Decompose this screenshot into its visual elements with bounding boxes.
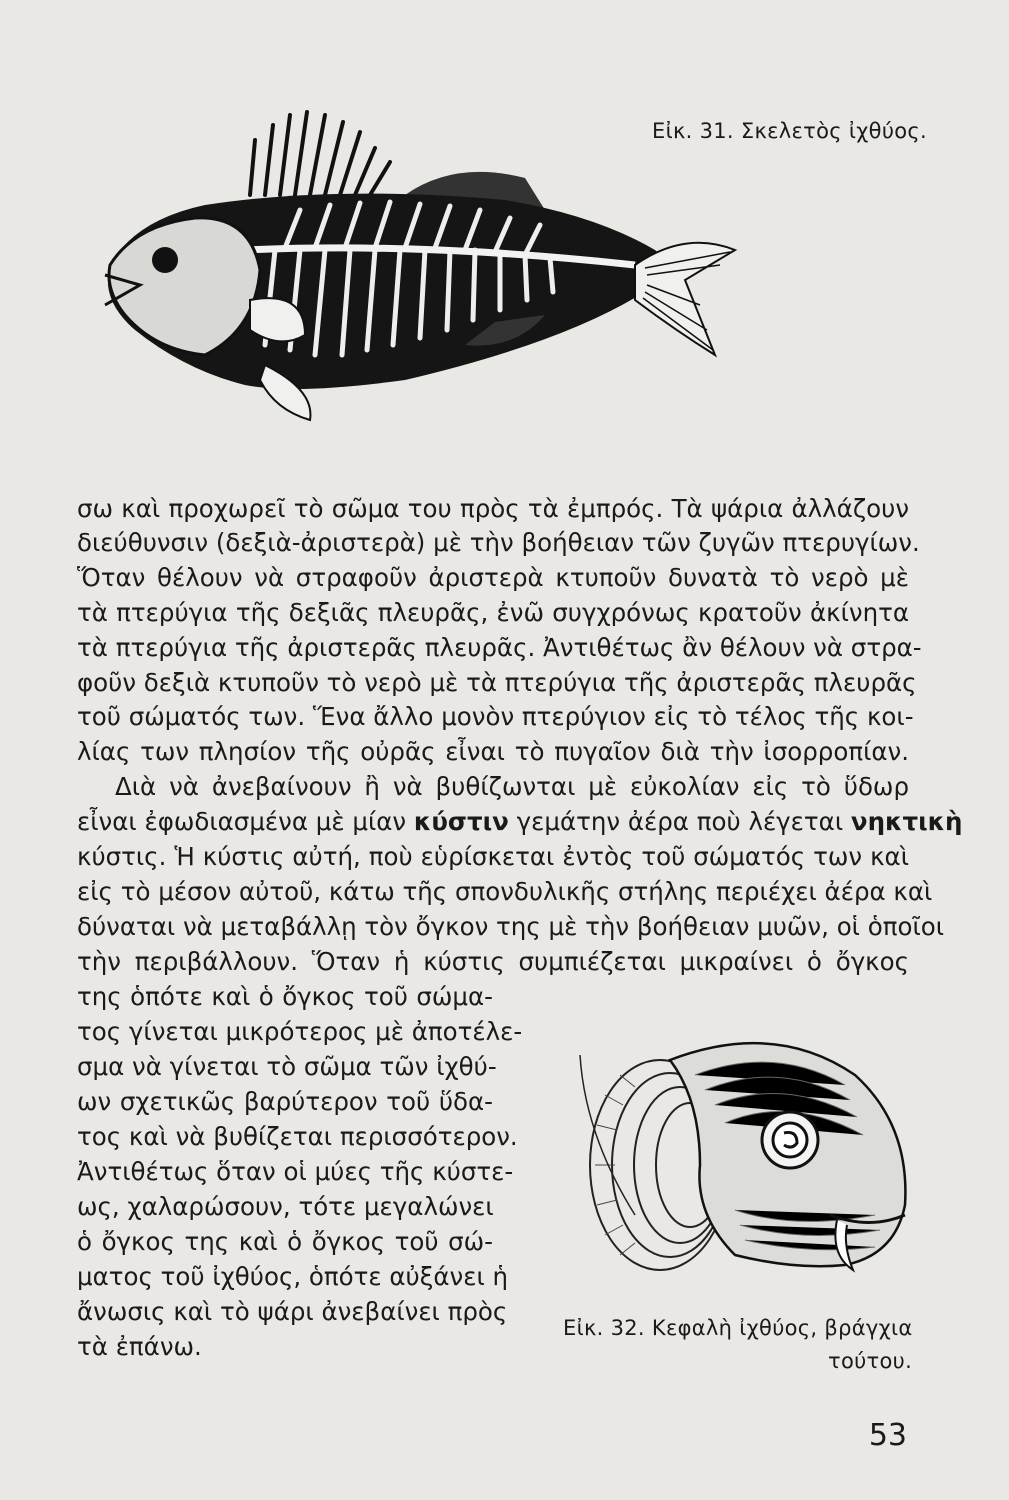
term-nyktiki: νηκτικὴ (850, 807, 963, 836)
text-line: λίας των πλησίον τῆς οὐρᾶς εἶναι τὸ πυγαῖον διὰ τὴν ἰσορροπίαν. (77, 737, 909, 766)
page-number: 53 (868, 1418, 907, 1453)
text-line: κύστις. Ἡ κύστις αὐτή, ποὺ εὑρίσκεται ἐντὸς τοῦ σώματός των καὶ (77, 842, 909, 871)
text-line: Διὰ νὰ ἀνεβαίνουν ἢ νὰ βυθίζωνται μὲ εὐκολίαν εἰς τὸ ὕδωρ (115, 772, 909, 801)
text-line: Ὅταν θέλουν νὰ στραφοῦν ἀριστερὰ κτυποῦν δυνατὰ τὸ νερὸ μὲ (77, 563, 909, 592)
fish-skeleton-illustration (75, 100, 755, 430)
text-line: σω καὶ προχωρεῖ τὸ σῶμα του πρὸς τὰ ἐμπρός. Τὰ ψάρια ἀλλάζουν (77, 494, 909, 523)
text-line: σμα νὰ γίνεται τὸ σῶμα τῶν ἰχθύ- (77, 1052, 497, 1081)
text-line: τοῦ σώματός των. Ἕνα ἄλλο μονὸν πτερύγιον εἰς τὸ τέλος τῆς κοι- (77, 702, 914, 731)
figure-31-caption: Εἰκ. 31. Σκελετὸς ἰχθύος. (652, 119, 928, 143)
text-line: ὁ ὄγκος της καὶ ὁ ὄγκος τοῦ σώ- (77, 1227, 493, 1256)
text-line: δύναται νὰ μεταβάλλῃ τὸν ὄγκον της μὲ τὴν βοήθειαν μυῶν, οἱ ὁποῖοι (77, 912, 945, 941)
text-line: τὰ ἐπάνω. (77, 1332, 202, 1361)
text-line: ως, χαλαρώσουν, τότε μεγαλώνει (77, 1192, 494, 1221)
text-line: τος καὶ νὰ βυθίζεται περισσότερον. (77, 1122, 518, 1151)
figure-32-caption-line-2: τούτου. (828, 1349, 913, 1373)
text-line: τὰ πτερύγια τῆς δεξιᾶς πλευρᾶς, ἐνῶ συγχρόνως κρατοῦν ἀκίνητα (77, 598, 909, 627)
text-line: φοῦν δεξιὰ κτυποῦν τὸ νερὸ μὲ τὰ πτερύγια τῆς ἀριστερᾶς πλευρᾶς (77, 668, 917, 697)
text-line: Ἀντιθέτως ὅταν οἱ μύες τῆς κύστε- (77, 1157, 514, 1186)
text-line-with-bold-terms (77, 807, 963, 836)
text-line: εἰς τὸ μέσον αὐτοῦ, κάτω τῆς σπονδυλικῆς στήλης περιέχει ἀέρα καὶ (77, 877, 933, 906)
term-kystin: κύστιν (413, 807, 509, 836)
text-line: ων σχετικῶς βαρύτερον τοῦ ὕδα- (77, 1087, 493, 1116)
text-line: τὴν περιβάλλουν. Ὅταν ἡ κύστις συμπιέζεται μικραίνει ὁ ὄγκος (77, 947, 909, 976)
text-line: τὰ πτερύγια τῆς ἀριστερᾶς πλευρᾶς. Ἀντιθέτως ἂν θέλουν νὰ στρα- (77, 633, 922, 662)
text-line: διεύθυνσιν (δεξιὰ-ἀριστερὰ) μὲ τὴν βοήθειαν τῶν ζυγῶν πτερυγίων. (77, 528, 920, 557)
text-line: ἄνωσις καὶ τὸ ψάρι ἀνεβαίνει πρὸς (77, 1297, 508, 1326)
text-line: τος γίνεται μικρότερος μὲ ἀποτέλε- (77, 1017, 523, 1046)
text-fragment: γεμάτην ἀέρα ποὺ λέγεται (516, 807, 844, 836)
figure-32-caption-line-1: Εἰκ. 32. Κεφαλὴ ἰχθύος, βράγχια (563, 1316, 913, 1340)
text-line: ματος τοῦ ἰχθύος, ὁπότε αὐξάνει ἡ (77, 1262, 509, 1291)
text-fragment: εἶναι ἐφωδιασμένα μὲ μίαν (77, 807, 407, 836)
text-line: της ὁπότε καὶ ὁ ὄγκος τοῦ σώμα- (77, 982, 493, 1011)
fish-head-gills-illustration (575, 1015, 915, 1305)
